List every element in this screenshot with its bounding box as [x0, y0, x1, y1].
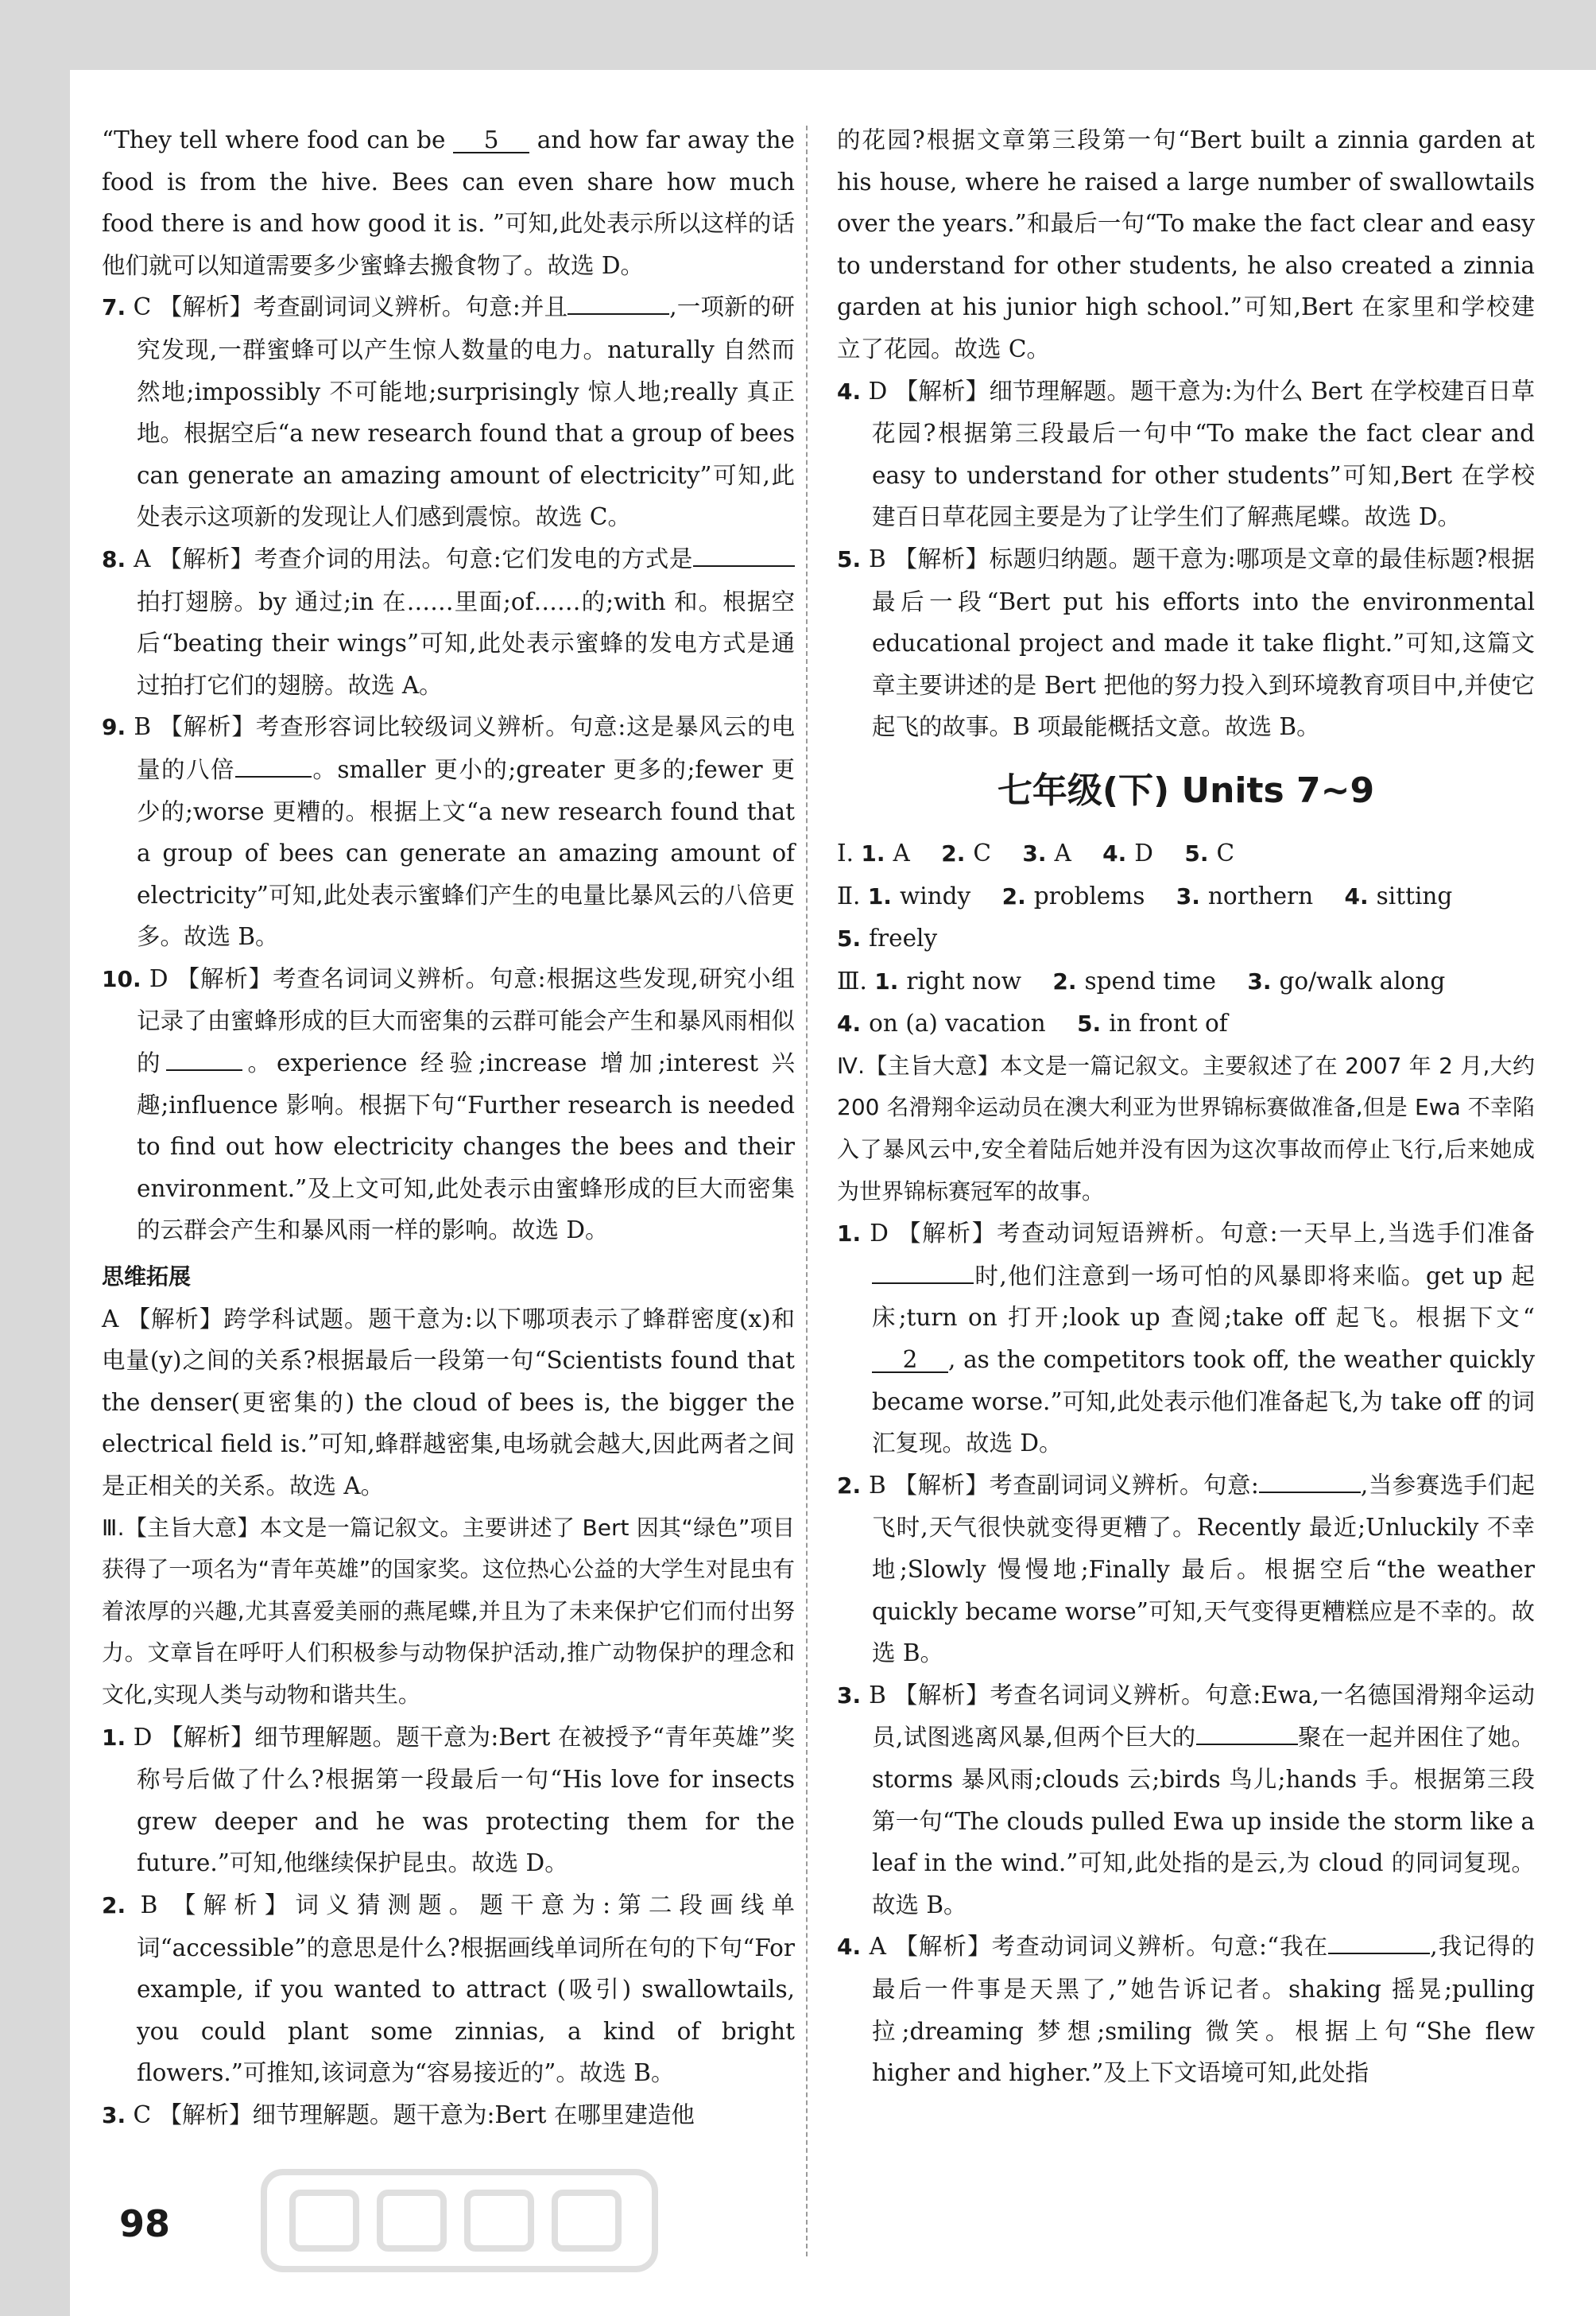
answer-blank [1328, 1953, 1430, 1954]
section-3-question-5: 5. B 【解析】标题归纳题。题干意为:哪项是文章的最佳标题?根据最后一段“Bert put his efforts into the environmental educational project and made it take flight.”可知,这篇文章主要讲述的是 Bert 把他的努力投入到环境教育项目中,并使它起飞的故事。B 项最能概括文意。故选 B。 [837, 545, 1535, 741]
section-3-answers-cont: 4. on (a) vacation 5. in front of [837, 1010, 1228, 1038]
watermark-stamp-icon [261, 2169, 658, 2272]
answer-blank [568, 313, 669, 315]
thinking-extension-text: A 【解析】跨学科试题。题干意为:以下哪项表示了蜂群密度(x)和电量(y)之间的关系?根据最后一段第一句“Scientists found that the denser(更密集的) the cloud of bees is, the bigger the electrical field is.”可知,蜂群越密集,电场就会越大,因此两者之间是正相关的关系。故选 A。 [102, 1305, 795, 1499]
answer-blank: 5 [453, 128, 529, 153]
section-2-answers: Ⅱ. 1. windy 2. problems 3. northern 4. sitting [837, 882, 1453, 910]
question-8: 8. A 【解析】考查介词的用法。句意:它们发电的方式是拍打翅膀。by 通过;in 在……里面;of……的;with 和。根据空后“beating their wings”可知,此处表示蜜蜂的发电方式是通过拍打它们的翅膀。故选 A。 [102, 545, 795, 699]
section-4-question-3: 3. B 【解析】考查名词词义辨析。句意:Ewa,一名德国滑翔伞运动员,试图逃离风暴,但两个巨大的 聚在一起并困住了她。storms 暴风雨;clouds 云;birds 鸟儿;hands 手。根据第三段第一句“The clouds pulled Ewa up inside the storm like a leaf in the wind.”可知,此处指的是云,为 cloud 的同词复现。故选 B。 [837, 1681, 1535, 1918]
answer-blank [872, 1282, 974, 1284]
section-3-question-3-continuation: 的花园?根据文章第三段第一句“Bert built a zinnia garden at his house, where he raised a large number of swallowtails over the years.”和最后一句“To make the fact clear and easy to understand for other students, he also created a zinnia garden at his junior high school.”可知,Bert 在家里和学校建立了花园。故选 C。 [837, 126, 1535, 363]
section-3-question-4: 4. D 【解析】细节理解题。题干意为:为什么 Bert 在学校建百日草花园?根据第三段最后一句中“To make the fact clear and easy to understand for other students”可知,Bert 在学校建百日草花园主要是为了让学生们了解燕尾蝶。故选 D。 [837, 377, 1535, 531]
question-9: 9. B 【解析】考查形容词比较级词义辨析。句意:这是暴风云的电量的八倍 。smaller 更小的;greater 更多的;fewer 更少的;worse 更糟的。根据上文“a new research found that a group of bees can generate an amazing amount of electricity”可知,此处表示蜜蜂们产生的电量比暴风云的八倍更多。故选 B。 [102, 713, 795, 951]
thinking-extension-title: 思维拓展 [102, 1263, 192, 1290]
answer-blank [1196, 1744, 1298, 1745]
section-3-question-1: 1. D 【解析】细节理解题。题干意为:Bert 在被授予“青年英雄”奖称号后做了什么?根据第一段最后一句“His love for insects grew deeper and he was protecting them for the future.”可知,他继续保护昆虫。故选 D。 [102, 1723, 795, 1877]
answer-blank [693, 565, 795, 567]
answer-page [70, 70, 1596, 2316]
section-3-answers: Ⅲ. 1. right now 2. spend time 3. go/walk along [837, 967, 1446, 995]
section-1-answers: Ⅰ. 1. A 2. C 3. A 4. D 5. C [837, 839, 1235, 867]
answer-blank [166, 1069, 242, 1071]
right-column [837, 119, 1535, 2094]
section-4-question-2: 2. B 【解析】考查副词词义辨析。句意: ,当参赛选手们起飞时,天气很快就变得更糟了。Recently 最近;Unluckily 不幸地;Slowly 慢慢地;Finally 最后。根据空后“the weather quickly became worse”可知,天气变得更糟糕应是不幸的。故选 B。 [837, 1471, 1535, 1667]
section-4-question-4: 4. A 【解析】考查动词词义辨析。句意:“我在 ,我记得的最后一件事是天黑了,”她告诉记者。shaking 摇晃;pulling 拉;dreaming 梦想;smiling 微笑。根据上句“She flew higher and higher.”及上下文语境可知,此处指 [837, 1933, 1535, 2087]
column-divider [806, 126, 808, 2256]
left-column [102, 119, 795, 2137]
answer-blank [1259, 1492, 1361, 1493]
section-4-question-1: 1. D 【解析】考查动词短语辨析。句意:一天早上,当选手们准备时,他们注意到一场可怕的风暴即将来临。get up 起床;turn on 打开;look up 查阅;take off 起飞。根据下文“2 , as the competitors took off, the weather quickly became worse.”可知,此处表示他们准备起飞,为 take off 的词汇复现。故选 D。 [837, 1220, 1535, 1457]
section-3-question-3: 3. C 【解析】细节理解题。题干意为:Bert 在哪里建造他 [102, 2101, 695, 2128]
unit-heading: 七年级(下) Units 7~9 [997, 770, 1375, 811]
section-4-summary: Ⅳ.【主旨大意】本文是一篇记叙文。主要叙述了在 2007 年 2 月,大约 200 名滑翔伞运动员在澳大利亚为世界锦标赛做准备,但是 Ewa 不幸陷入了暴风云中,安全着陆后她并没有因为这次事故而停止飞行,后来她成为世界锦标赛冠军的故事。 [837, 1052, 1535, 1205]
q6-continuation: “They tell where food can be 5 and how far away the food is from the hive. Bees can even share how much food there is and how good it is. ”可知,此处表示所以这样的话他们就可以知道需要多少蜜蜂去搬食物了。故选 D。 [102, 126, 795, 279]
answer-blank: 2 [872, 1348, 948, 1373]
answer-blank [235, 776, 312, 778]
page-number: 98 [119, 2202, 171, 2245]
question-10: 10. D 【解析】考查名词词义辨析。句意:根据这些发现,研究小组记录了由蜜蜂形成的巨大而密集的云群可能会产生和暴风雨相似的 。experience 经验;increase 增加;interest 兴趣;influence 影响。根据下句“Further research is needed to find out how electricity changes the bees and their environment.”及上文可知,此处表示由蜜蜂形成的巨大而密集的云群会产生和暴风雨一样的影响。故选 D。 [102, 964, 795, 1244]
question-7: 7. C 【解析】考查副词词义辨析。句意:并且 ,一项新的研究发现,一群蜜蜂可以产生惊人数量的电力。naturally 自然而然地;impossibly 不可能地;surprisingly 惊人地;really 真正地。根据空后“a new research found that a group of bees can generate an amazing amount of electricity”可知,此处表示这项新的发现让人们感到震惊。故选 C。 [102, 293, 795, 531]
section-2-answers-cont: 5. freely [837, 925, 938, 952]
section-3-question-2: 2. B 【解析】词义猜测题。题干意为:第二段画线单词“accessible”的意思是什么?根据画线单词所在句的下句“For example, if you wanted to attract (吸引) swallowtails, you could plant some zinnias, a kind of bright flowers.”可推知,该词意为“容易接近的”。故选 B。 [102, 1891, 795, 2087]
section-3-summary: Ⅲ.【主旨大意】本文是一篇记叙文。主要讲述了 Bert 因其“绿色”项目获得了一项名为“青年英雄”的国家奖。这位热心公益的大学生对昆虫有着浓厚的兴趣,尤其喜爱美丽的燕尾蝶,并且为了未来保护它们而付出努力。文章旨在呼吁人们积极参与动物保护活动,推广动物保护的理念和文化,实现人类与动物和谐共生。 [102, 1514, 795, 1708]
